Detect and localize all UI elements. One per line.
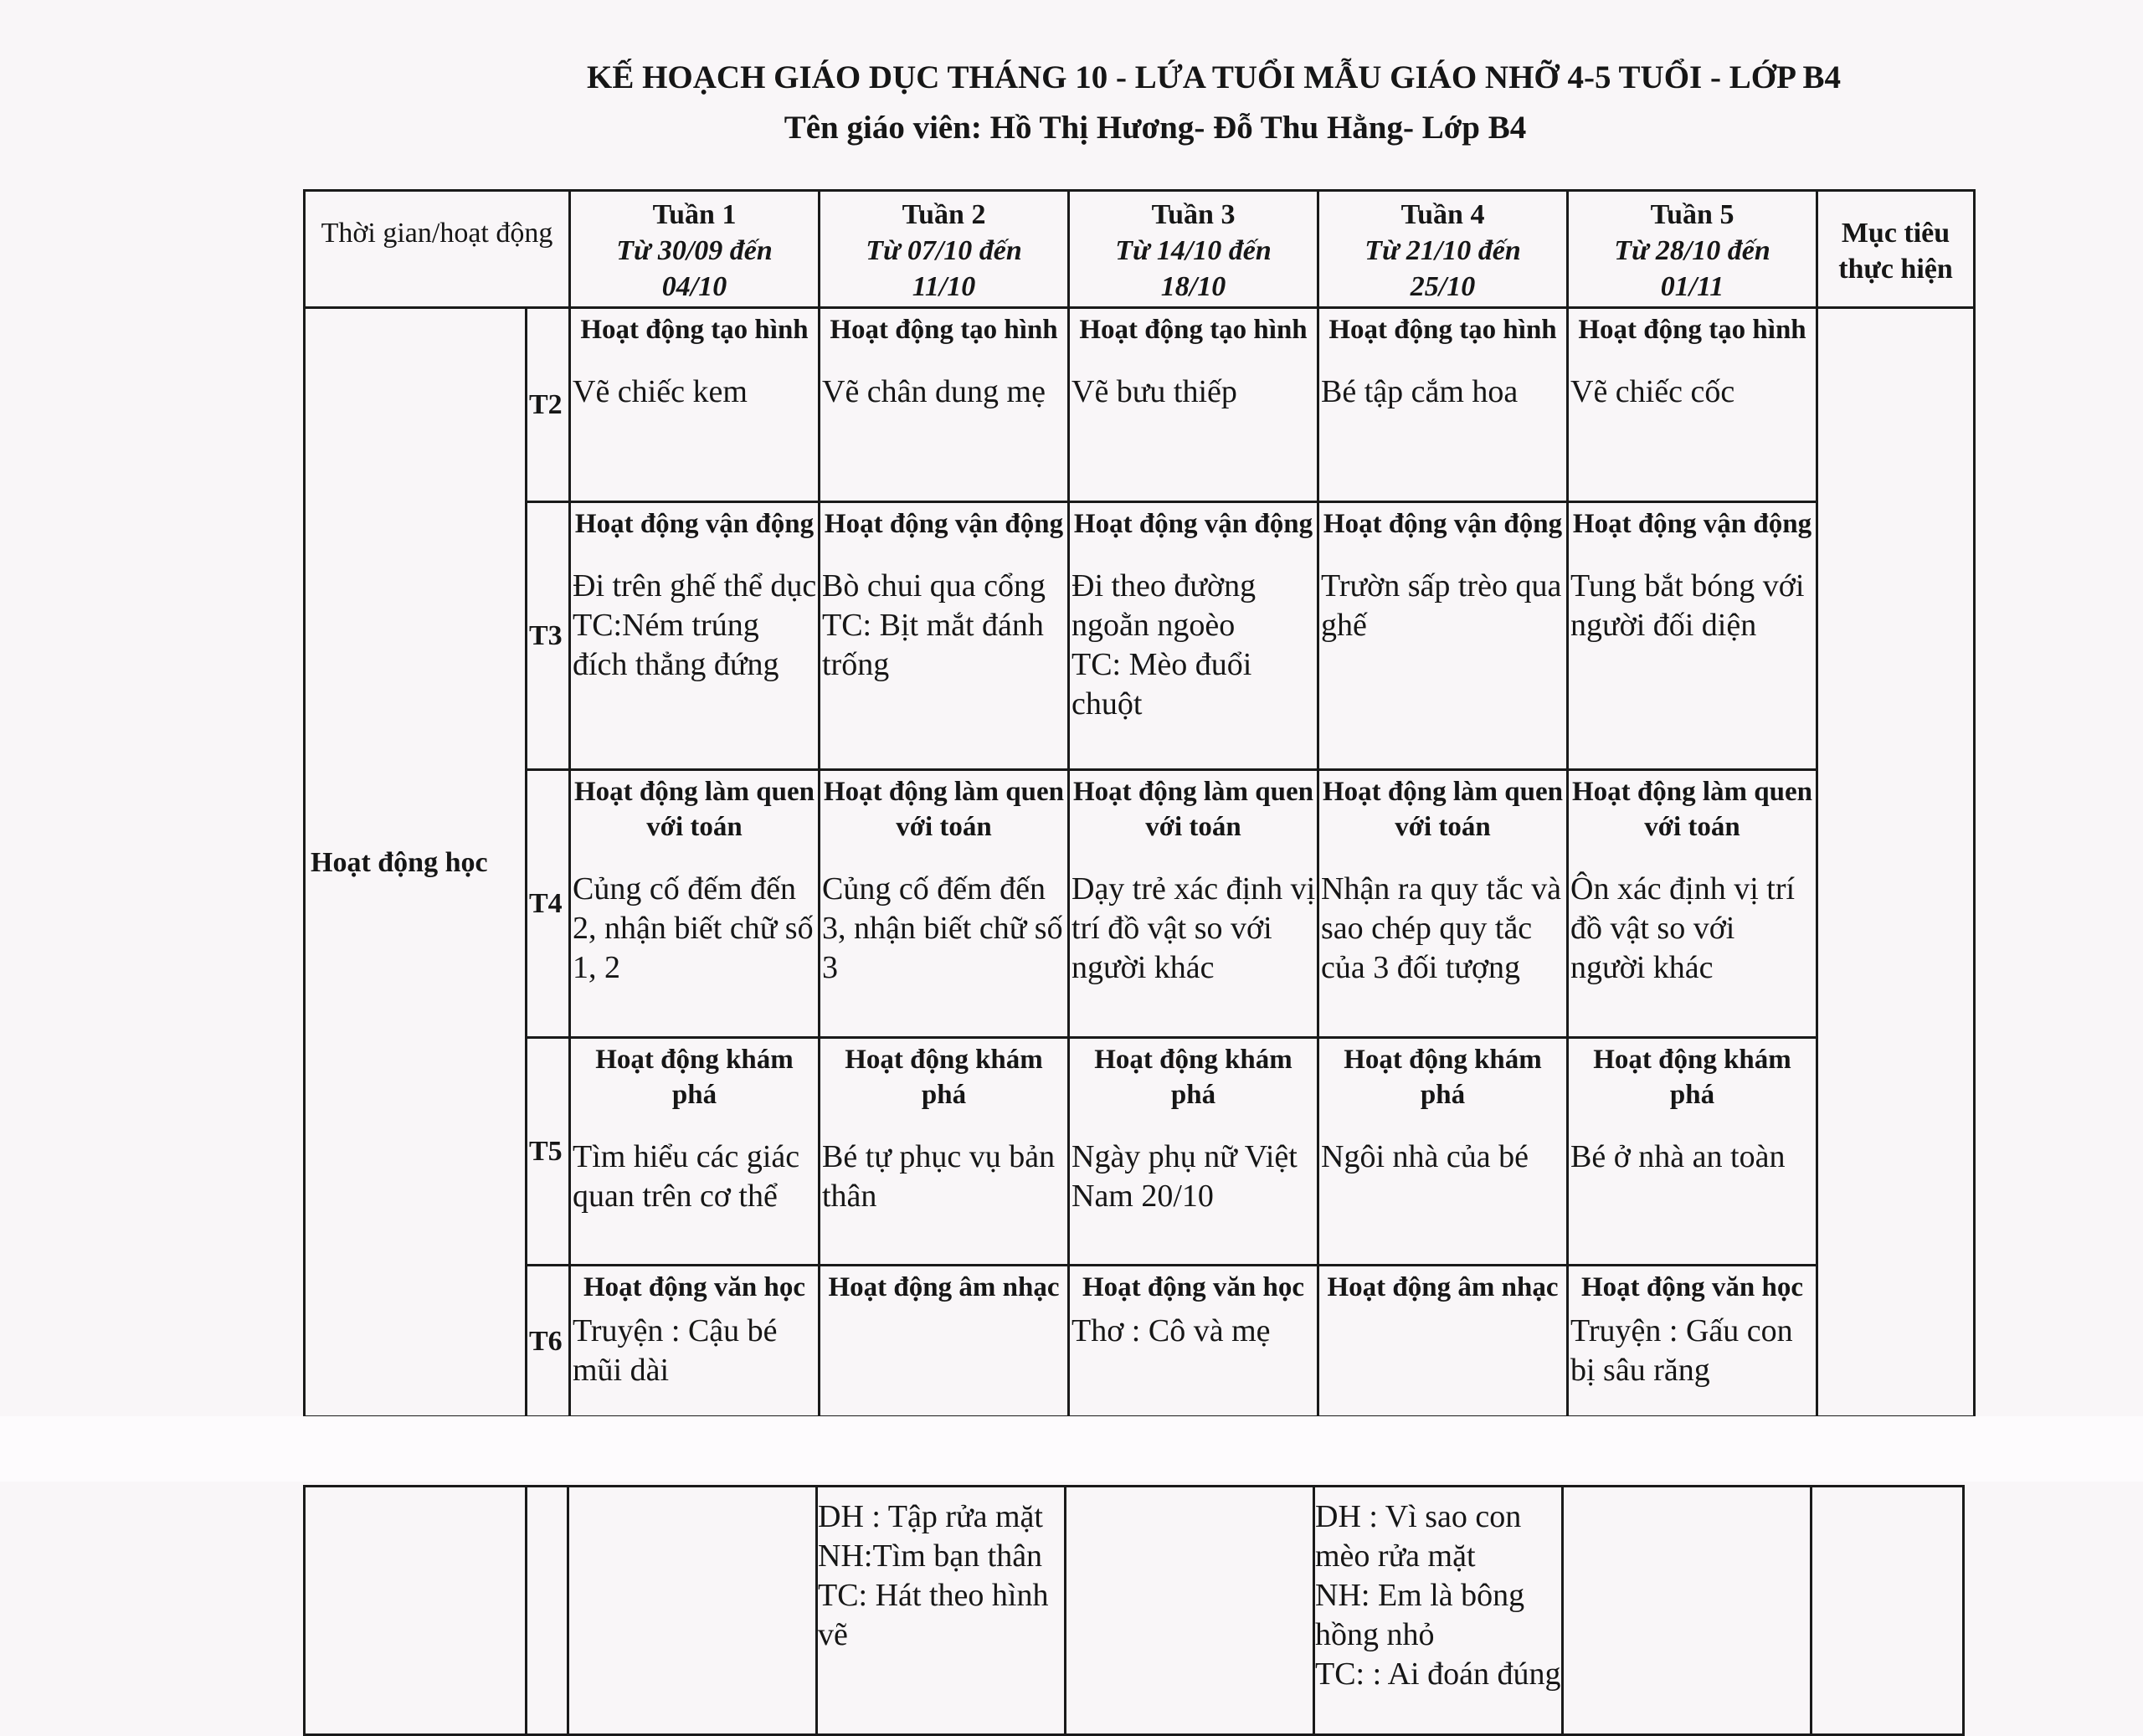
plan-cell: Hoạt động âm nhạc — [820, 1266, 1069, 1417]
week-2-header: Tuần 2 Từ 07/10 đến 11/10 — [820, 191, 1069, 308]
plan-cell: Hoạt động tạo hình Vẽ chân dung mẹ — [820, 308, 1069, 502]
document-title: KẾ HOẠCH GIÁO DỤC THÁNG 10 - LỨA TUỔI MẪU GIÁO NHỠ 4-5 TUỔI - LỚP B4 — [586, 59, 1841, 95]
empty-cell — [1066, 1487, 1314, 1735]
plan-cell: Hoạt động văn học Truyện : Gấu con bị sâu răng — [1568, 1266, 1817, 1417]
day-label: T4 — [527, 770, 570, 1038]
day-label: T5 — [527, 1038, 570, 1266]
empty-cell — [1563, 1487, 1812, 1735]
plan-cell: Hoạt động vận động Đi theo đường ngoằn ngoèo TC: Mèo đuổi chuột — [1069, 502, 1318, 770]
section-label: Hoạt động học — [305, 308, 527, 1417]
plan-cell: Hoạt động tạo hình Vẽ chiếc kem — [570, 308, 820, 502]
row-t3 — [305, 502, 1975, 770]
plan-cell: Hoạt động làm quen với toán Củng cố đếm đến 2, nhận biết chữ số 1, 2 — [570, 770, 820, 1038]
plan-cell: Hoạt động khám phá Ngôi nhà của bé — [1318, 1038, 1568, 1266]
header-row — [305, 191, 1975, 308]
plan-cell: Hoạt động làm quen với toán Củng cố đếm đến 3, nhận biết chữ số 3 — [820, 770, 1069, 1038]
plan-cell: Hoạt động khám phá Tìm hiểu các giác quan trên cơ thể — [570, 1038, 820, 1266]
week-4-header: Tuần 4 Từ 21/10 đến 25/10 — [1318, 191, 1568, 308]
plan-cell: Hoạt động tạo hình Vẽ bưu thiếp — [1069, 308, 1318, 502]
empty-cell — [568, 1487, 817, 1735]
continuation-row — [305, 1487, 1964, 1735]
plan-cell: Hoạt động khám phá Bé ở nhà an toàn — [1568, 1038, 1817, 1266]
goal-header: Mục tiêu thực hiện — [1817, 191, 1975, 308]
empty-cell — [305, 1487, 527, 1735]
row-t5 — [305, 1038, 1975, 1266]
time-activity-header: Thời gian/hoạt động — [305, 191, 570, 308]
plan-cell: Hoạt động vận động Tung bắt bóng với người đối diện — [1568, 502, 1817, 770]
day-label: T6 — [527, 1266, 570, 1417]
plan-cell: Hoạt động làm quen với toán Nhận ra quy tắc và sao chép quy tắc của 3 đối tượng — [1318, 770, 1568, 1038]
page-break — [0, 1416, 2143, 1482]
plan-cell: Hoạt động làm quen với toán Dạy trẻ xác định vị trí đồ vật so với người khác — [1069, 770, 1318, 1038]
plan-table — [303, 189, 1976, 1418]
week-1-header: Tuần 1 Từ 30/09 đến 04/10 — [570, 191, 820, 308]
plan-cell: Hoạt động tạo hình Bé tập cắm hoa — [1318, 308, 1568, 502]
plan-cell: Hoạt động vận động Đi trên ghế thể dục TC:Ném trúng đích thẳng đứng — [570, 502, 820, 770]
empty-cell — [527, 1487, 568, 1735]
plan-cell: Hoạt động vận động Bò chui qua cổng TC: Bịt mắt đánh trống — [820, 502, 1069, 770]
row-t6 — [305, 1266, 1975, 1417]
day-label: T3 — [527, 502, 570, 770]
plan-cell: DH : Tập rửa mặt NH:Tìm bạn thân TC: Hát theo hình vẽ — [817, 1487, 1066, 1735]
empty-cell — [1812, 1487, 1964, 1735]
plan-cell: Hoạt động âm nhạc — [1318, 1266, 1568, 1417]
plan-cell: Hoạt động tạo hình Vẽ chiếc cốc — [1568, 308, 1817, 502]
plan-cell: Hoạt động làm quen với toán Ôn xác định vị trí đồ vật so với người khác — [1568, 770, 1817, 1038]
day-label: T2 — [527, 308, 570, 502]
goal-cell — [1817, 308, 1975, 1417]
row-t4 — [305, 770, 1975, 1038]
continuation-table — [303, 1485, 1965, 1736]
plan-cell: Hoạt động khám phá Bé tự phục vụ bản thân — [820, 1038, 1069, 1266]
plan-cell: Hoạt động vận động Trườn sấp trèo qua ghế — [1318, 502, 1568, 770]
document-subtitle: Tên giáo viên: Hồ Thị Hương- Đỗ Thu Hằng- Lớp B4 — [784, 110, 1527, 146]
plan-cell: DH : Vì sao con mèo rửa mặt NH: Em là bông hồng nhỏ TC: : Ai đoán đúng — [1314, 1487, 1563, 1735]
week-3-header: Tuần 3 Từ 14/10 đến 18/10 — [1069, 191, 1318, 308]
row-t2 — [305, 308, 1975, 502]
plan-cell: Hoạt động văn học Truyện : Cậu bé mũi dài — [570, 1266, 820, 1417]
week-5-header: Tuần 5 Từ 28/10 đến 01/11 — [1568, 191, 1817, 308]
plan-cell: Hoạt động văn học Thơ : Cô và mẹ — [1069, 1266, 1318, 1417]
plan-cell: Hoạt động khám phá Ngày phụ nữ Việt Nam 20/10 — [1069, 1038, 1318, 1266]
